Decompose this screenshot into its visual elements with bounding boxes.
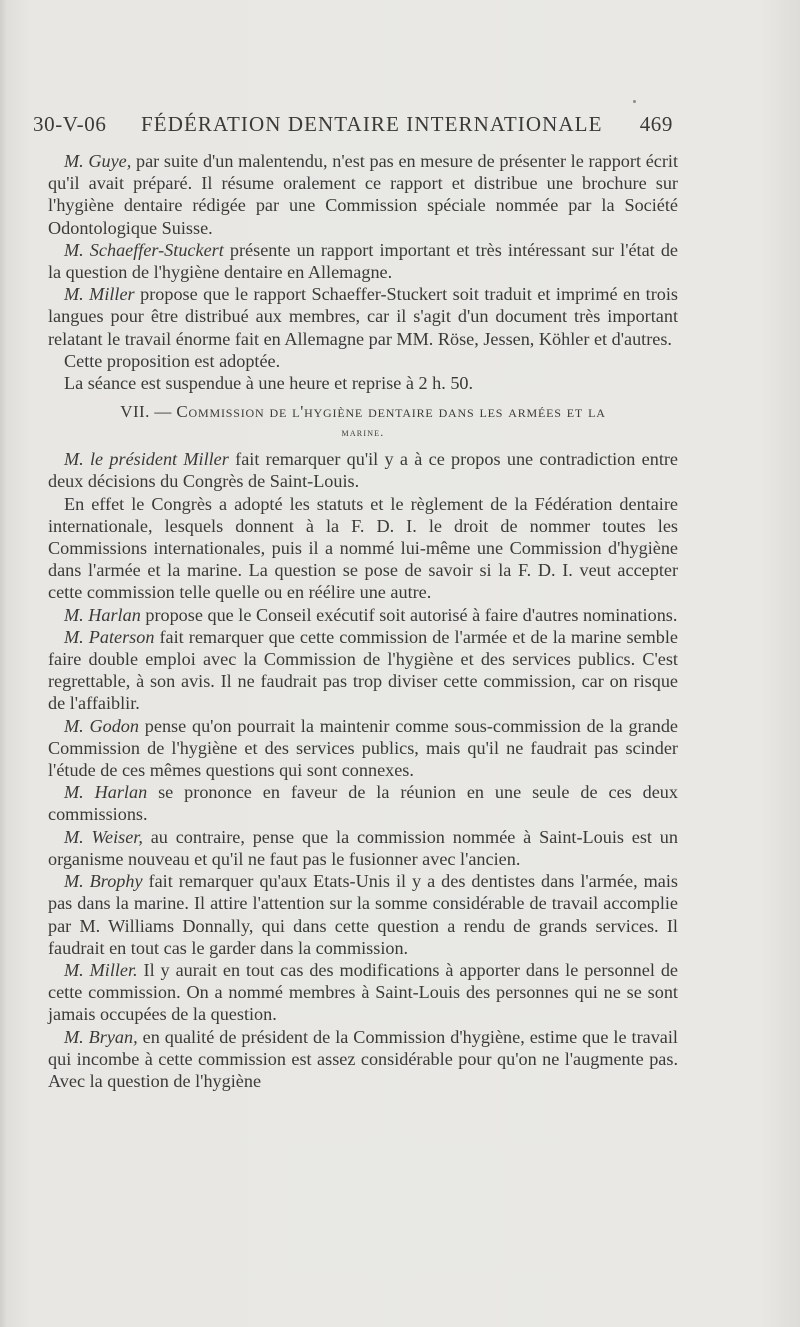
running-header (33, 112, 673, 142)
paragraph (48, 1026, 678, 1093)
paragraph (48, 626, 678, 715)
paragraph (48, 959, 678, 1026)
paragraph-text: en qualité de président de la Commission d'hygiène, estime que le travail qui incombe à cette commission est assez considérable pour qu'on ne l'augmente pas. Avec la question de l'hygiène (48, 1026, 678, 1091)
paragraph-text: pense qu'on pourrait la maintenir comme sous-commission de la grande Commission de l'hygiène et des services publics, mais qu'il ne faudrait pas scinder l'étude de ces mêmes questions qui sont connexes. (48, 715, 678, 781)
paragraph (48, 781, 678, 825)
page-number: 469 (639, 112, 673, 136)
paragraph (48, 239, 678, 283)
paragraph (48, 493, 678, 604)
speaker-name: M. Bryan, (64, 1026, 138, 1047)
speaker-name: M. Weiser, (64, 826, 143, 847)
paragraph-text: fait remarquer qu'aux Etats-Unis il y a des dentistes dans l'armée, mais pas dans la marine. Il attire l'attention sur la somme considérable de travail accomplie par M. Williams Donnally, qui dans cette question a rendu de grands services. Il faudrait en tout cas le garder dans la commission. (48, 871, 678, 958)
speaker-name: M. Miller (64, 284, 135, 305)
section-title-line2: marine. (341, 425, 385, 440)
paragraph (48, 604, 678, 626)
speaker-name: M. Godon (64, 715, 139, 736)
header-date: 30-V-06 (33, 112, 107, 136)
paragraph (48, 150, 678, 239)
paragraph (48, 870, 678, 959)
paragraph (48, 283, 678, 350)
page-body (48, 150, 678, 1092)
speaker-name: M. Miller. (64, 959, 138, 980)
speaker-name: M. le président Miller (64, 449, 229, 470)
speaker-name: M. Harlan (64, 782, 148, 803)
paragraph-text: Cette proposition est adoptée. (64, 350, 281, 371)
ink-speck (633, 100, 636, 103)
paragraph (48, 715, 678, 782)
section-number: VII. — (120, 402, 177, 422)
paragraph-text: se prononce en faveur de la réunion en une seule de ces deux commissions. (48, 782, 678, 825)
paragraph-text: En effet le Congrès a adopté les statuts et le règlement de la Fédération dentaire internationale, lesquels donnent à la F. D. I. le droit de nommer toutes les Commissions internationales, puis il a nommé lui-même une Commission d'hygiène dans l'armée et la marine. La question se pose de savoir si la F. D. I. veut accepter cette commission telle quelle ou en réélire une autre. (48, 493, 678, 603)
paragraph-text: La séance est suspendue à une heure et reprise à 2 h. 50. (64, 373, 474, 394)
paragraph-text: Il y aurait en tout cas des modifications à apporter dans le personnel de cette commission. On a nommé membres à Saint-Louis des personnes qui ne se sont jamais occupées de la question. (48, 959, 678, 1025)
speaker-name: M. Schaeffer-Stuckert (64, 239, 224, 260)
paragraph-text: présente un rapport important et très intéressant sur l'état de la question de l'hygiène dentaire en Allemagne. (48, 239, 679, 283)
paragraph-text: propose que le rapport Schaeffer-Stuckert soit traduit et imprimé en trois langues pour être distribué aux membres, car il s'agit d'un document très important relatant le travail énorme fait en Allemagne par MM. Röse, Jessen, Köhler et d'autres. (48, 284, 678, 349)
speaker-name: M. Harlan (64, 604, 141, 625)
paragraph-text: par suite d'un malentendu, n'est pas en mesure de présenter le rapport écrit qu'il avait préparé. Il résume oralement ce rapport et distribue une brochure sur l'hygiène dentaire rédigée par une Commission spéciale nommée par la Société Odontologique Suisse. (48, 151, 679, 238)
speaker-name: M. Brophy (64, 871, 143, 892)
page-spine (0, 0, 8, 1327)
paragraph-text: propose que le Conseil exécutif soit autorisé à faire d'autres nominations. (140, 604, 678, 625)
paragraph (48, 372, 678, 394)
paragraph (48, 350, 678, 372)
section-heading (48, 402, 678, 442)
paragraph (48, 826, 678, 870)
header-title: FÉDÉRATION DENTAIRE INTERNATIONALE (141, 112, 603, 136)
speaker-name: M. Paterson (64, 626, 155, 647)
section-title-line1: Commission de l'hygiène dentaire dans les armées et la (176, 402, 606, 422)
paragraph-text: fait remarquer qu'il y a à ce propos une contradiction entre deux décisions du Congrès de Saint-Louis. (48, 449, 678, 492)
paragraph-text: fait remarquer que cette commission de l'armée et de la marine semble faire double emploi avec la Commission de l'hygiène et des services publics. C'est regrettable, à son avis. Il ne faudrait pas trop diviser cette commission, car on risque de l'affaiblir. (48, 626, 678, 714)
paragraph-text: au contraire, pense que la commission nommée à Saint-Louis est un organisme nouveau et qu'il ne faut pas le fusionner avec l'ancien. (48, 826, 678, 869)
paragraph (48, 448, 678, 492)
speaker-name: M. Guye, (64, 151, 132, 171)
